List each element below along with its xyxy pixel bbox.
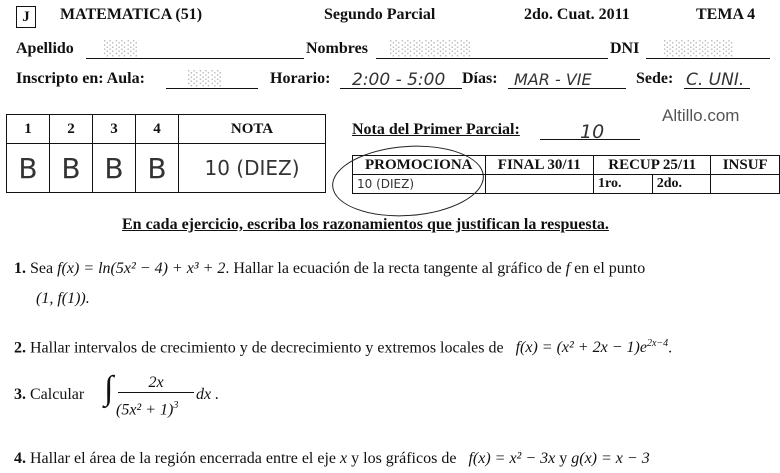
- aula-value: ░░░: [188, 71, 224, 87]
- sede-field[interactable]: [684, 70, 750, 89]
- promo-value-final[interactable]: [485, 175, 594, 194]
- exercise-2-end: .: [668, 339, 673, 357]
- exercise-3-numerator: 2x: [118, 374, 194, 393]
- exercise-1-point: (1, f(1)).: [36, 290, 90, 307]
- exercise-3-denominator: [116, 400, 178, 419]
- exercise-3: [14, 386, 84, 404]
- exam-title: Segundo Parcial: [324, 6, 436, 23]
- dias-value: MAR - VIE: [514, 70, 592, 89]
- first-partial-value: 10: [580, 121, 605, 143]
- tema-number: TEMA 4: [696, 6, 756, 23]
- exercise-3-text: Calcular: [30, 386, 85, 403]
- sede-label: Sede:: [636, 70, 674, 87]
- exercise-1-mid: . Hallar la ecuación de la recta tangente al gráfico de: [225, 260, 562, 277]
- promo-value-promociona[interactable]: 10 (DIEZ): [353, 175, 486, 194]
- nombres-field[interactable]: [376, 40, 608, 59]
- score-header-row: [7, 115, 326, 144]
- watermark-text: Altillo.com: [662, 106, 740, 125]
- horario-value: 2:00 - 5:00: [352, 70, 446, 90]
- score-value-3[interactable]: B: [93, 144, 136, 193]
- score-value-4[interactable]: B: [136, 144, 179, 193]
- promo-header-recup: RECUP 25/11: [594, 156, 711, 175]
- first-partial-field[interactable]: [540, 121, 640, 143]
- subject-title: MATEMATICA (51): [60, 6, 203, 23]
- nombres-value: ░░░░░░░: [390, 41, 473, 57]
- dni-field[interactable]: [646, 40, 770, 59]
- exercise-4: [14, 450, 650, 468]
- horario-label: Horario:: [270, 70, 331, 87]
- exercise-4-axis: x: [340, 450, 348, 467]
- promo-value-insuf[interactable]: [711, 175, 780, 194]
- exercise-2-formula: f(x) = (x² + 2x − 1)e: [515, 339, 647, 357]
- exercise-3-denominator-base: (5x² + 1): [116, 401, 174, 419]
- first-partial-label: Nota del Primer Parcial:: [352, 121, 520, 138]
- aula-field[interactable]: [166, 70, 258, 89]
- exercise-4-f-formula: f(x) = x² − 3x: [468, 450, 556, 467]
- apellido-label: Apellido: [16, 40, 74, 57]
- exercise-4-number: 4.: [14, 450, 26, 467]
- dni-label: DNI: [610, 40, 640, 57]
- exercise-1-formula: f(x) = ln(5x² − 4) + x³ + 2: [57, 260, 226, 277]
- promo-recup-2do: 2do.: [652, 175, 711, 194]
- nombres-label: Nombres: [306, 40, 368, 57]
- exercise-2-number: 2.: [14, 339, 26, 357]
- exercise-4-text: Hallar el área de la región encerrada entre el eje: [30, 450, 337, 467]
- score-header-2: 2: [50, 115, 93, 144]
- score-table: [6, 114, 326, 193]
- score-header-3: 3: [93, 115, 136, 144]
- tema-letter-box: J: [16, 6, 36, 28]
- exercise-1-post: en el punto: [574, 260, 646, 277]
- apellido-value: ░░░: [104, 41, 140, 57]
- apellido-field[interactable]: [86, 40, 304, 59]
- score-header-1: 1: [7, 115, 50, 144]
- exercise-2: [14, 338, 672, 357]
- exercise-3-number: 3.: [14, 386, 26, 403]
- hand-drawn-oval: [330, 141, 487, 221]
- score-value-nota[interactable]: 10 (DIEZ): [179, 144, 326, 193]
- exercise-4-y: y: [559, 450, 568, 467]
- score-header-nota: NOTA: [179, 115, 326, 144]
- dias-label: Días:: [462, 70, 498, 87]
- exercise-1-f: f: [565, 260, 571, 277]
- promo-header-insuf: INSUF: [711, 156, 780, 175]
- sede-value: C. UNI.: [686, 70, 745, 90]
- inscripto-label: Inscripto en: Aula:: [16, 70, 145, 87]
- exercise-1: [14, 260, 645, 278]
- horario-field[interactable]: [340, 70, 462, 89]
- instruction-text: En cada ejercicio, escriba los razonamientos que justifican la respuesta.: [122, 216, 609, 233]
- exam-period: 2do. Cuat. 2011: [524, 6, 630, 23]
- exercise-2-exponent: 2x−4: [646, 338, 669, 349]
- exercise-1-number: 1.: [14, 260, 26, 277]
- exercise-4-g-formula: g(x) = x − 3: [571, 450, 650, 467]
- promo-header-promociona: PROMOCIONA: [353, 156, 486, 175]
- exercise-3-dx: dx .: [196, 386, 220, 403]
- exercise-3-power: 3: [173, 400, 179, 411]
- promo-recup-1ro: 1ro.: [594, 175, 653, 194]
- integral-sign: ∫: [104, 370, 114, 407]
- dni-value: ░░░░░░: [664, 41, 735, 57]
- score-value-row: [7, 144, 326, 193]
- exercise-2-text: Hallar intervalos de crecimiento y de decrecimiento y extremos locales de: [30, 339, 504, 357]
- dias-field[interactable]: [508, 70, 626, 89]
- exercise-4-text2: y los gráficos de: [351, 450, 457, 467]
- exercise-1-pre: Sea: [30, 260, 54, 277]
- score-value-2[interactable]: B: [50, 144, 93, 193]
- score-header-4: 4: [136, 115, 179, 144]
- score-value-1[interactable]: B: [7, 144, 50, 193]
- promo-header-final: FINAL 30/11: [485, 156, 594, 175]
